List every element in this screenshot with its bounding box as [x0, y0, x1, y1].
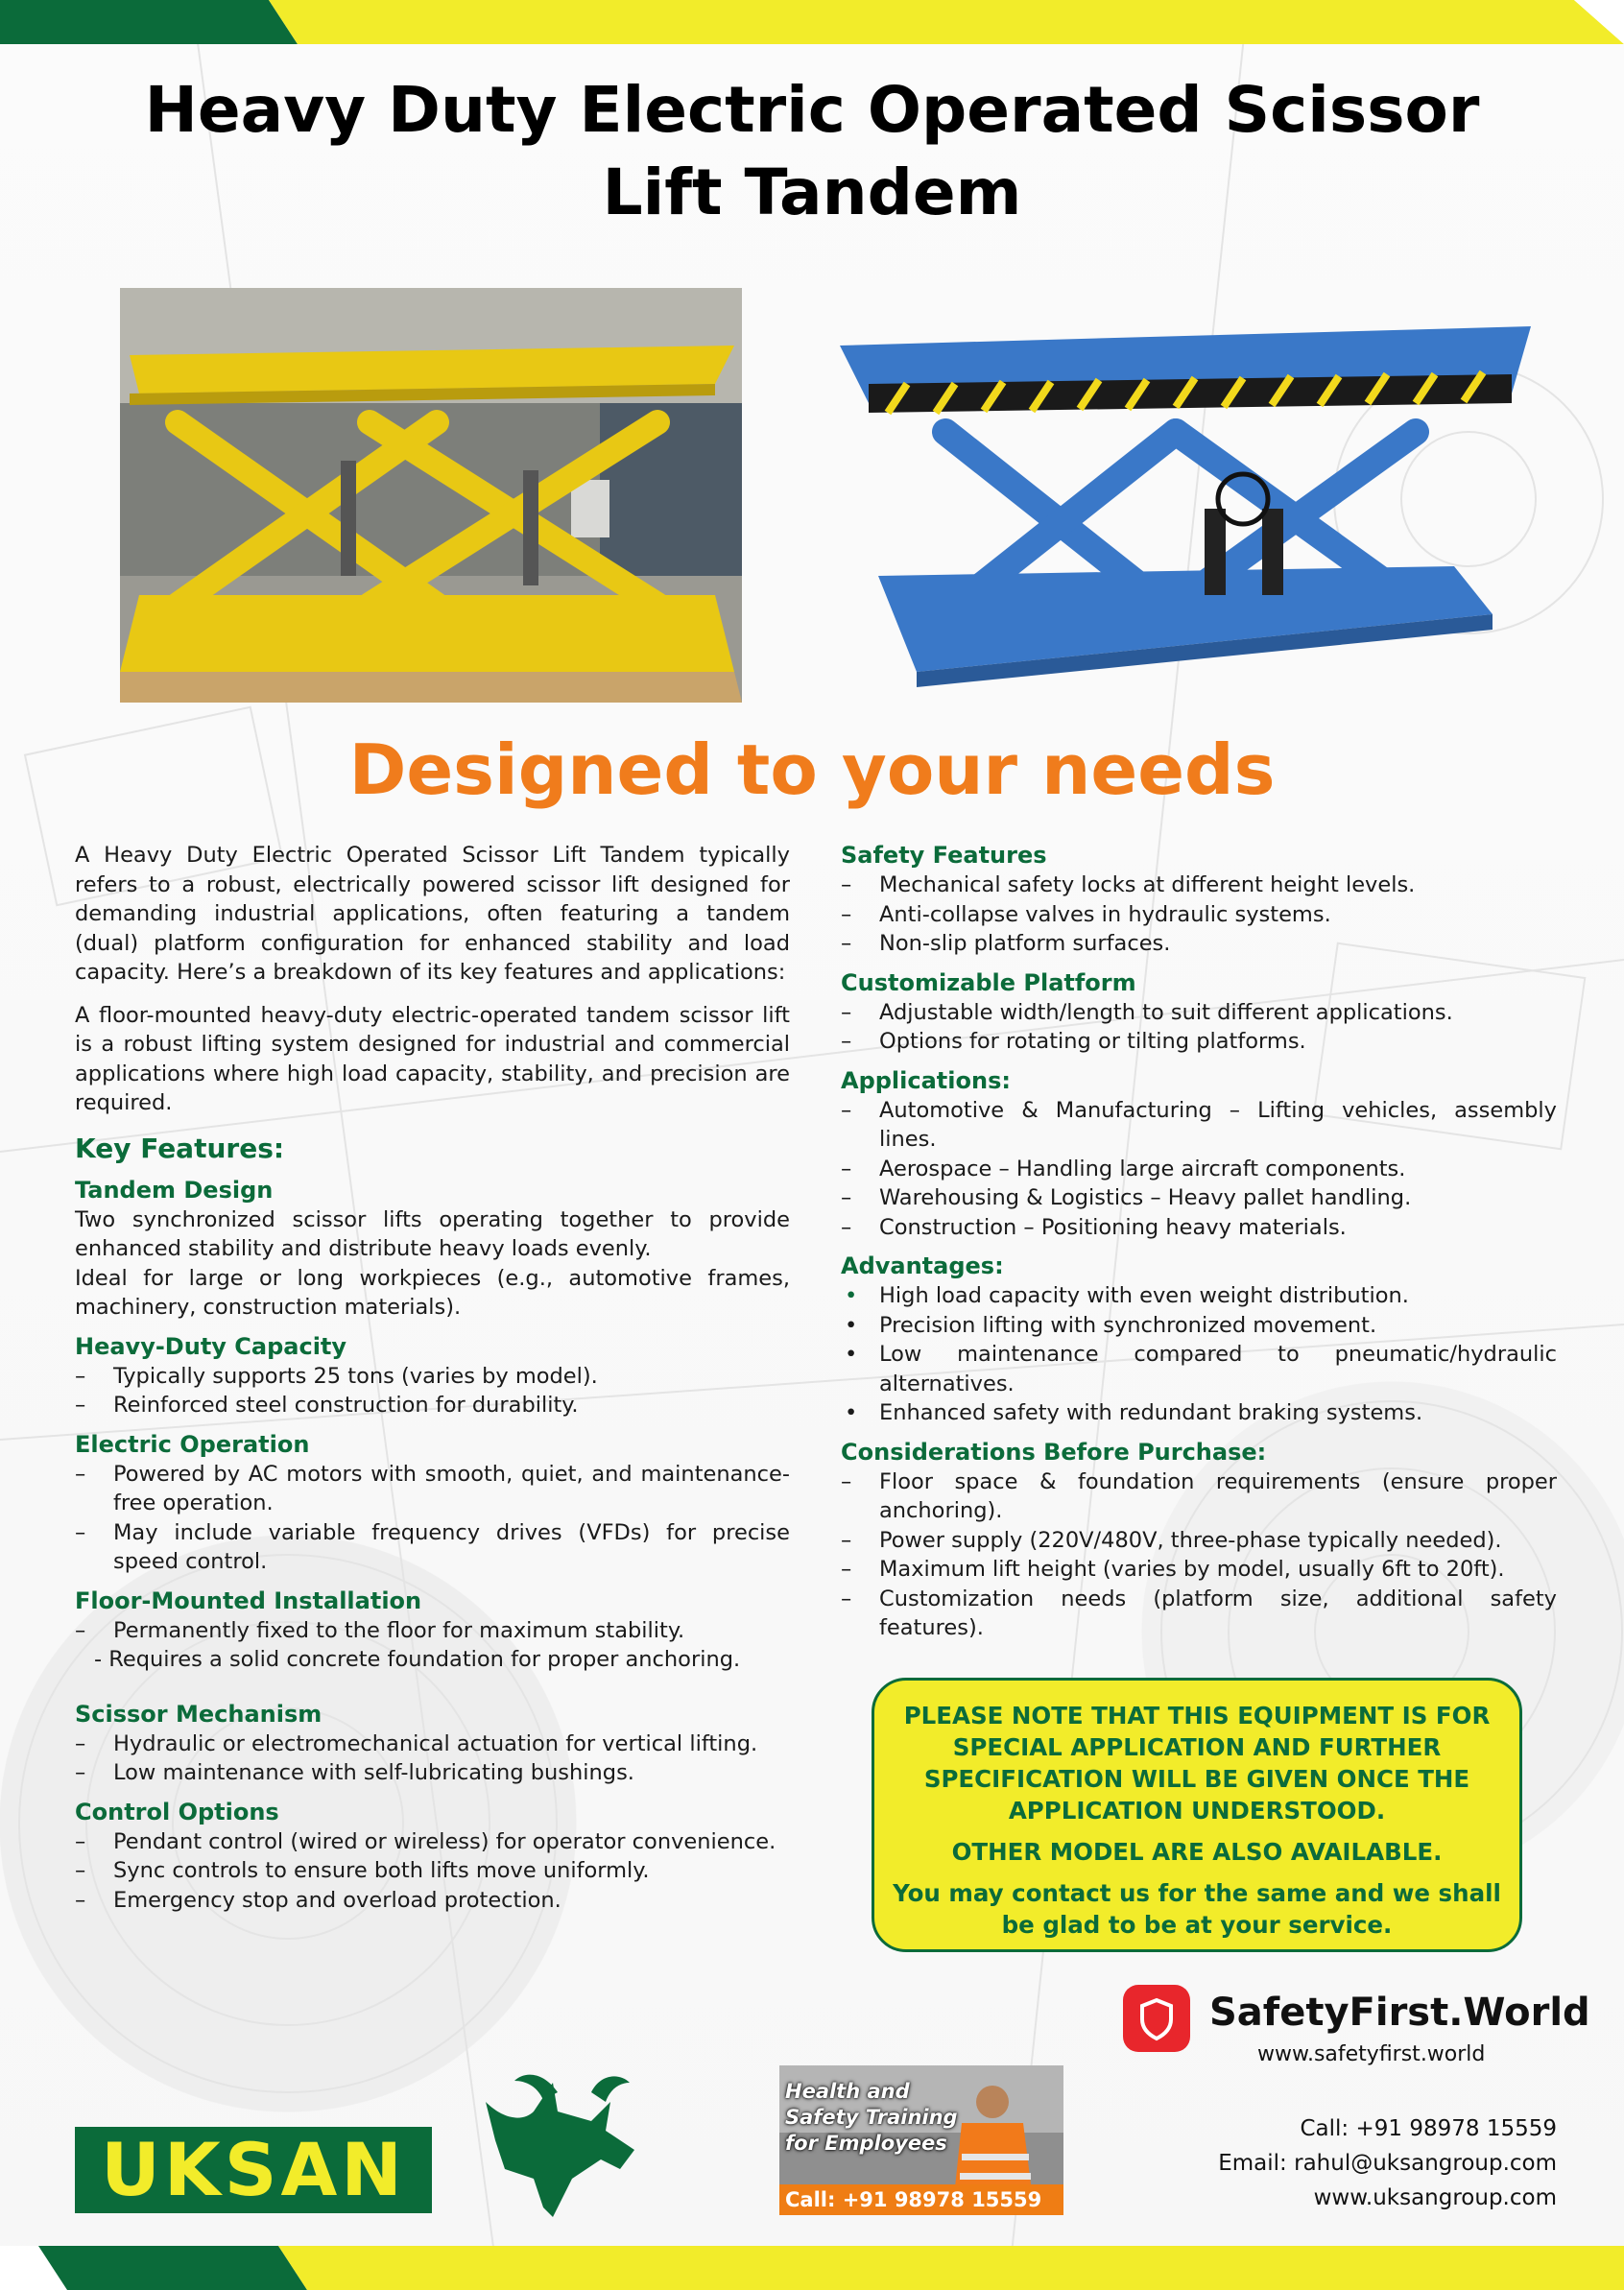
brand-name: SafetyFirst.World [1209, 1991, 1590, 2035]
considerations-list [841, 1467, 1557, 1643]
advantages-heading: Advantages: [841, 1252, 1004, 1279]
list-item: – Permanently fixed to the floor for maximum stability. [75, 1617, 685, 1643]
advantages-list [841, 1281, 1557, 1428]
applications-heading: Applications: [841, 1066, 1011, 1094]
designed-to-your-needs-heading: Designed to your needs [348, 729, 1276, 810]
training-call: Call: +91 98978 15559 [779, 2184, 1063, 2215]
list-item: – May include variable frequency drives (VFDs) for precise speed control. [75, 1519, 790, 1574]
note-line-2: OTHER MODEL ARE ALSO AVAILABLE. [951, 1838, 1443, 1866]
list-item: – Hydraulic or electromechanical actuation for vertical lifting. [75, 1730, 758, 1756]
right-column [841, 841, 1557, 1649]
scissor-mechanism-heading: Scissor Mechanism [75, 1700, 322, 1728]
uksan-logo-text: UKSAN [101, 2127, 406, 2212]
title-line-1: Heavy Duty Electric Operated Scissor [144, 73, 1480, 147]
applications-list [841, 1096, 1557, 1243]
title-line-2: Lift Tandem [602, 155, 1022, 229]
page-title [58, 69, 1566, 234]
list-item: – Low maintenance with self-lubricating bushings. [75, 1760, 634, 1785]
list-item: – Customization needs (platform size, additional safety features). [841, 1586, 1557, 1640]
list-item: – Typically supports 25 tons (varies by model). [75, 1363, 598, 1389]
uksan-logo [75, 2127, 432, 2213]
customizable-platform-heading: Customizable Platform [841, 968, 1136, 996]
list-item: – Construction – Positioning heavy materials. [841, 1214, 1347, 1240]
training-title: Health and Safety Training for Employees [785, 2080, 958, 2155]
list-item: • Low maintenance compared to pneumatic/hydraulic alternatives. [845, 1342, 1557, 1396]
tandem-design-text-2: Ideal for large or long workpieces (e.g., automotive frames, machinery, construction materials). [75, 1265, 790, 1320]
brand-url[interactable]: www.safetyfirst.world [1257, 2042, 1486, 2066]
top-stripe-bar [0, 0, 1624, 44]
intro-paragraph-1: A Heavy Duty Electric Operated Scissor Lift Tandem typically refers to a robust, electrically powered scissor lift designed for demanding industrial applications, often featuring a tandem (dual) platform configuration for enhanced stability and load capacity. Here’s a breakdown of its key features and applications: [75, 843, 790, 985]
list-item: – Powered by AC motors with smooth, quiet, and maintenance-free operation. [75, 1461, 790, 1515]
key-features-heading: Key Features: [75, 1132, 285, 1164]
list-item: – Power supply (220V/480V, three-phase typically needed). [841, 1527, 1502, 1553]
list-item: – Anti-collapse valves in hydraulic systems. [841, 901, 1331, 927]
safetyfirst-brand [1123, 1985, 1590, 2081]
intro-paragraph-2: A floor-mounted heavy-duty electric-operated tandem scissor lift is a robust lifting system designed for industrial and commercial applications where high load capacity, stability, and precision are required. [75, 1002, 790, 1115]
electric-operation-heading: Electric Operation [75, 1430, 310, 1458]
heavy-duty-capacity-heading: Heavy-Duty Capacity [75, 1332, 347, 1360]
bottom-stripe-bar [0, 2246, 1624, 2290]
shield-icon [1123, 1985, 1190, 2052]
list-item: – Non-slip platform surfaces. [841, 931, 1171, 956]
list-item: – Maximum lift height (varies by model, usually 6ft to 20ft). [841, 1557, 1505, 1582]
list-item: – Automotive & Manufacturing – Lifting vehicles, assembly lines. [841, 1097, 1557, 1152]
list-item: • Enhanced safety with redundant braking systems. [845, 1400, 1423, 1425]
yellow-scissor-lift-photo [120, 288, 742, 703]
list-item: • Precision lifting with synchronized movement. [845, 1312, 1377, 1338]
tandem-design-heading: Tandem Design [75, 1176, 274, 1204]
list-item: – Warehousing & Logistics – Heavy pallet handling. [841, 1185, 1412, 1210]
contact-website[interactable]: www.uksangroup.com [1313, 2185, 1557, 2210]
bull-logo-icon [466, 2063, 658, 2227]
list-item: – Aerospace – Handling large aircraft components. [841, 1156, 1406, 1181]
safety-features-list [841, 871, 1557, 959]
heavy-duty-capacity-list [75, 1362, 790, 1420]
floor-mounted-installation-note: - Requires a solid concrete foundation for proper anchoring. [94, 1647, 741, 1672]
note-line-1: PLEASE NOTE THAT THIS EQUIPMENT IS FOR SPECIAL APPLICATION AND FURTHER SPECIFICATION WILL BE GIVEN ONCE THE APPLICATION UNDERSTOOD. [903, 1702, 1491, 1825]
special-application-note-box [872, 1678, 1522, 1952]
list-item: – Options for rotating or tilting platforms. [841, 1029, 1306, 1054]
left-column [75, 841, 790, 1920]
list-item: – Emergency stop and overload protection. [75, 1887, 561, 1913]
note-line-3: You may contact us for the same and we shall be glad to be at your service. [893, 1879, 1501, 1939]
list-item: – Reinforced steel construction for durability. [75, 1393, 579, 1418]
list-item: – Sync controls to ensure both lifts move uniformly. [75, 1858, 650, 1883]
list-item: – Floor space & foundation requirements (ensure proper anchoring). [841, 1468, 1557, 1523]
contact-email[interactable]: Email: rahul@uksangroup.com [1218, 2151, 1557, 2176]
blue-scissor-lift-photo [840, 288, 1550, 691]
control-options-heading: Control Options [75, 1798, 279, 1825]
contact-block [1218, 2111, 1557, 2215]
list-item: – Adjustable width/length to suit different applications. [841, 999, 1453, 1025]
list-item: • High load capacity with even weight distribution. [845, 1283, 1409, 1308]
list-item: – Pendant control (wired or wireless) for operator convenience. [75, 1828, 776, 1854]
customizable-platform-list [841, 998, 1557, 1057]
list-item: – Mechanical safety locks at different height levels. [841, 872, 1416, 897]
considerations-heading: Considerations Before Purchase: [841, 1438, 1267, 1466]
safety-features-heading: Safety Features [841, 842, 1047, 869]
scissor-mechanism-list [75, 1729, 790, 1788]
contact-phone[interactable]: Call: +91 98978 15559 [1300, 2116, 1557, 2141]
safety-training-banner[interactable] [779, 2065, 1063, 2215]
floor-mounted-installation-list [75, 1616, 790, 1646]
floor-mounted-installation-heading: Floor-Mounted Installation [75, 1586, 422, 1614]
tandem-design-text-1: Two synchronized scissor lifts operating together to provide enhanced stability and distribute heavy loads evenly. [75, 1206, 790, 1261]
control-options-list [75, 1827, 790, 1916]
electric-operation-list [75, 1460, 790, 1577]
